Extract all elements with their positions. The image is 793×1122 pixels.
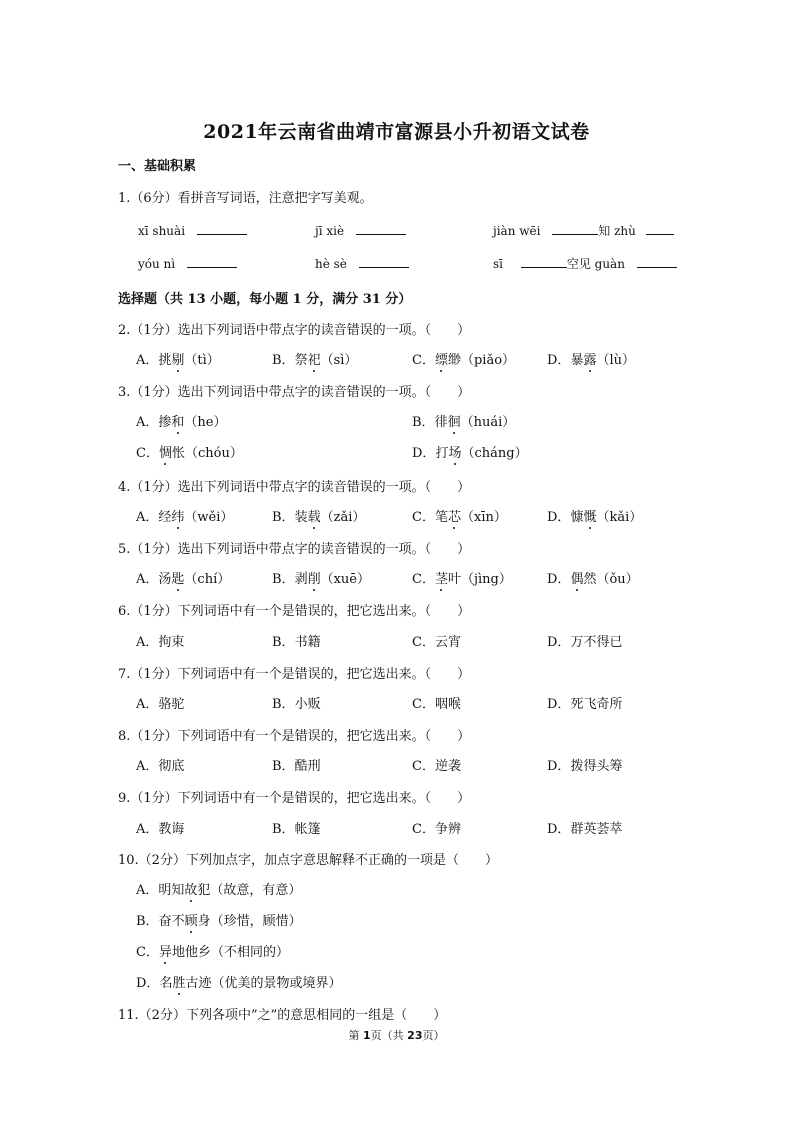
option-d[interactable]: D．拨得头筹 <box>547 759 623 774</box>
pinyin-item <box>493 222 674 239</box>
question-7-stem: 7.（1分）下列词语中有一个是错误的，把它选出来。（ ） <box>118 667 471 682</box>
question-3-options-row1 <box>136 411 696 429</box>
option-d[interactable]: D．暴露（lù） <box>547 349 635 368</box>
question-10-option-a[interactable]: A．明知故犯（故意，有意） <box>136 879 696 897</box>
option-c[interactable]: C．逆袭 <box>412 759 461 774</box>
pinyin-suffix: 知 zhù <box>598 224 636 238</box>
question-8-stem: 8.（1分）下列词语中有一个是错误的，把它选出来。（ ） <box>118 729 471 744</box>
option-d[interactable]: D．打场（cháng） <box>412 442 528 461</box>
option-a[interactable]: A．挑剔（tì） <box>136 349 220 368</box>
option-b[interactable]: B．小贩 <box>272 697 321 712</box>
option-d[interactable]: D．万不得已 <box>547 635 623 650</box>
pinyin-item <box>493 255 677 272</box>
option-b[interactable]: B．祭祀（sì） <box>272 349 357 368</box>
option-a[interactable]: A．掺和（he） <box>136 411 227 430</box>
question-10-stem: 10.（2分）下列加点字，加点字意思解释不正确的一项是（ ） <box>118 853 498 868</box>
pinyin-text: hè sè <box>315 257 347 271</box>
page-number: 1 <box>363 1029 371 1042</box>
question-10-option-b[interactable]: B．奋不顾身（珍惜，顾惜） <box>136 910 696 928</box>
pinyin-row-1 <box>138 222 678 240</box>
section-heading-choice: 选择题（共 13 小题，每小题 1 分，满分 31 分） <box>118 292 412 307</box>
option-a[interactable]: A．拘束 <box>136 635 185 650</box>
question-2-options <box>136 349 696 367</box>
answer-blank[interactable] <box>356 222 406 235</box>
question-6-stem: 6.（1分）下列词语中有一个是错误的，把它选出来。（ ） <box>118 604 471 619</box>
pinyin-text: yóu nì <box>138 257 176 271</box>
option-b[interactable]: B．装载（zǎi） <box>272 506 365 525</box>
option-c[interactable]: C．缥缈（piǎo） <box>412 349 515 368</box>
pinyin-item <box>138 255 237 271</box>
option-a[interactable]: A．骆驼 <box>136 697 185 712</box>
question-6-options <box>136 631 696 649</box>
pinyin-row-2 <box>138 255 678 273</box>
answer-blank[interactable] <box>359 255 409 268</box>
answer-blank[interactable] <box>637 255 677 268</box>
option-c[interactable]: C．惆怅（chóu） <box>136 442 243 461</box>
page-total: 23 <box>407 1029 423 1042</box>
pinyin-text: jī xiè <box>315 224 345 238</box>
option-c[interactable]: C．咽喉 <box>412 697 461 712</box>
question-9-options <box>136 818 696 836</box>
option-c[interactable]: C．茎叶（jìng） <box>412 568 512 587</box>
answer-blank[interactable] <box>521 255 567 268</box>
option-c[interactable]: C．云宵 <box>412 635 461 650</box>
question-11-stem: 11.（2分）下列各项中”之”的意思相同的一组是（ ） <box>118 1008 447 1023</box>
question-10-option-c[interactable]: C．异地他乡（不相同的） <box>136 941 696 959</box>
question-4-stem: 4.（1分）选出下列词语中带点字的读音错误的一项。（ ） <box>118 480 471 495</box>
answer-blank[interactable] <box>187 255 237 268</box>
option-d[interactable]: D．群英荟萃 <box>547 822 623 837</box>
option-d[interactable]: D．死飞奇所 <box>547 697 623 712</box>
pinyin-text: jiàn wēi <box>493 224 541 238</box>
question-1-stem: 1.（6分）看拼音写词语，注意把字写美观。 <box>118 191 373 206</box>
pinyin-suffix: 空见 guàn <box>566 257 625 271</box>
pinyin-text: sī <box>493 257 503 271</box>
answer-blank[interactable] <box>552 222 598 235</box>
pinyin-item <box>315 222 406 238</box>
option-c[interactable]: C．笔芯（xīn） <box>412 506 507 525</box>
answer-blank[interactable] <box>197 222 247 235</box>
option-b[interactable]: B．书籍 <box>272 635 321 650</box>
question-2-stem: 2.（1分）选出下列词语中带点字的读音错误的一项。（ ） <box>118 323 471 338</box>
option-d[interactable]: D．偶然（ǒu） <box>547 568 639 587</box>
question-4-options <box>136 506 696 524</box>
option-a[interactable]: A．经纬（wěi） <box>136 506 233 525</box>
question-5-stem: 5.（1分）选出下列词语中带点字的读音错误的一项。（ ） <box>118 542 471 557</box>
option-a[interactable]: A．教诲 <box>136 822 185 837</box>
option-b[interactable]: B．帐篷 <box>272 822 321 837</box>
option-d[interactable]: D．慷慨（kǎi） <box>547 506 642 525</box>
question-9-stem: 9.（1分）下列词语中有一个是错误的，把它选出来。（ ） <box>118 791 471 806</box>
question-3-options-row2 <box>136 442 696 460</box>
section-heading-basics: 一、基础积累 <box>118 159 197 174</box>
answer-blank[interactable] <box>646 222 674 235</box>
pinyin-item <box>138 222 247 238</box>
option-b[interactable]: B．剥削（xuē） <box>272 568 370 587</box>
question-3-stem: 3.（1分）选出下列词语中带点字的读音错误的一项。（ ） <box>118 385 471 400</box>
question-8-options <box>136 755 696 773</box>
option-b[interactable]: B．酷刑 <box>272 759 321 774</box>
question-10-option-d[interactable]: D．名胜古迹（优美的景物或境界） <box>136 972 696 990</box>
question-5-options <box>136 568 696 586</box>
option-a[interactable]: A．汤匙（chí） <box>136 568 230 587</box>
option-a[interactable]: A．彻底 <box>136 759 185 774</box>
option-c[interactable]: C．争辨 <box>412 822 461 837</box>
page-footer: 第 1页（共 23页） <box>348 1029 445 1042</box>
pinyin-item <box>315 255 409 271</box>
question-7-options <box>136 693 696 711</box>
document-title: 2021年云南省曲靖市富源县小升初语文试卷 <box>203 121 590 143</box>
pinyin-text: xī shuài <box>138 224 186 238</box>
option-b[interactable]: B．徘徊（huái） <box>412 411 515 430</box>
